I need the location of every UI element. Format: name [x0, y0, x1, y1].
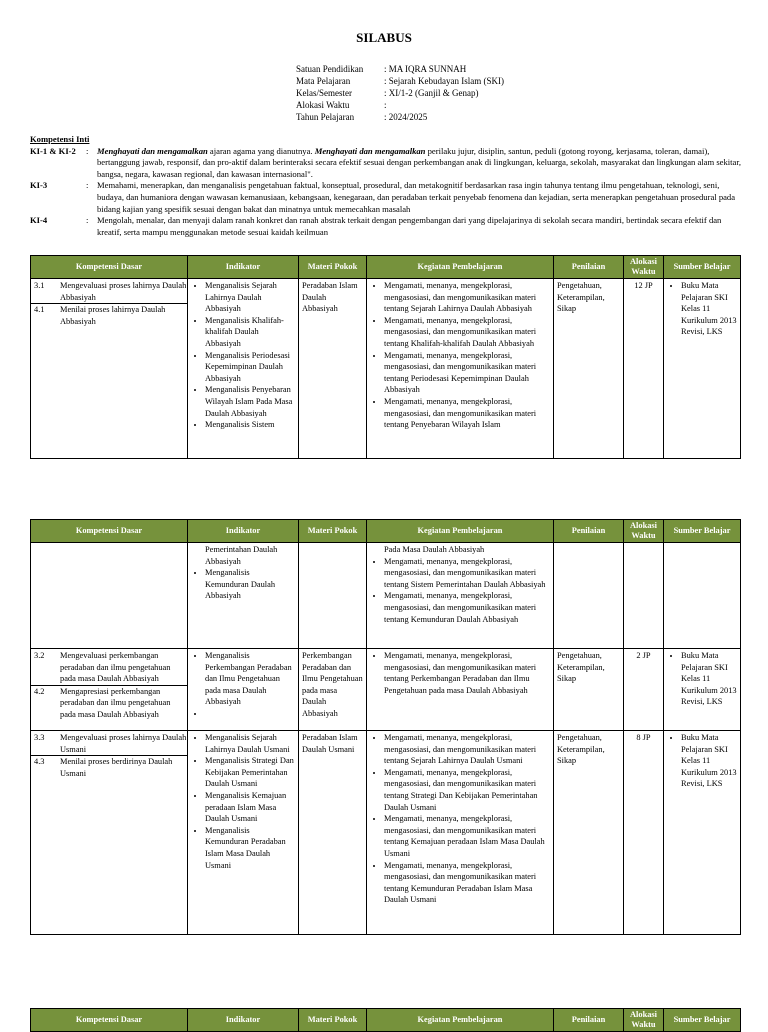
ki-code: KI-1 & KI-2 [30, 145, 76, 156]
indikator-item: • Menganalisis Sejarah Lahirnya Daulah Abbasiyah [205, 280, 295, 315]
meta-value: : MA IQRA SUNNAH [384, 64, 467, 74]
ki-row [30, 180, 742, 215]
kegiatan-item: • Mengamati, menanya, mengekplorasi, mengasosiasi, dan mengomunikasikan materi tentang Periodesasi Kepemimpinan Daulah Abbasiyah [384, 350, 550, 396]
kd-number: 4.1 [34, 305, 45, 315]
kd-number: 3.3 [34, 733, 45, 742]
ki-text: Memahami, menerapkan, dan menganalisis pengetahuan faktual, konseptual, prosedural, dan metakognitif berdasarkan rasa ingin tahunya tentang ilmu pengetahuan, teknologi, seni, budaya, dan humaniora dengan wawasan kemanusiaan, kebangsaan, kenegaraan, dan peradaban terkait penyebab fenomena dan kejadian, serta menerapkan pengetahuan prosedural pada bidang kajian yang spesifik sesuai dengan bakat dan minatnya untuk memecahkan masalah [97, 180, 736, 214]
cell-penilaian [554, 543, 624, 649]
meta-label: Kelas/Semester [296, 88, 352, 98]
ki-colon: : [86, 215, 89, 226]
cell-alokasi-waktu: 8 JP [624, 731, 664, 935]
table-row [31, 543, 741, 649]
indikator-item: • Menganalisis Kemunduran Daulah Abbasiyah [205, 567, 295, 602]
meta-label: Satuan Pendidikan [296, 64, 364, 74]
ki-code: KI-4 [30, 215, 48, 226]
ki-heading: Kompetensi Inti [30, 134, 90, 144]
kd-text: Mengevaluasi proses lahirnya Daulah Abbasiyah [60, 281, 187, 302]
col-penilaian: Penilaian [554, 1009, 624, 1032]
ki-colon: : [86, 180, 89, 191]
meta-row [296, 99, 504, 111]
cell-materi-pokok [299, 543, 367, 649]
indikator-item: • Menganalisis Khalifah-khalifah Daulah Abbasiyah [205, 315, 295, 350]
cell-penilaian: Pengetahuan, Keterampilan, Sikap [554, 649, 624, 731]
cell-alokasi-waktu: 12 JP [624, 279, 664, 459]
cell-indikator [188, 279, 299, 459]
meta-value: : [384, 100, 387, 110]
indikator-continued: Pemerintahan Daulah Abbasiyah [205, 545, 278, 566]
cell-indikator [188, 543, 299, 649]
cell-kompetensi-dasar [31, 731, 188, 935]
ki-emphasis: Menghayati dan mengamalkan [97, 145, 208, 156]
cell-materi-pokok: Peradaban Islam Daulah Usmani [299, 731, 367, 935]
meta-row [296, 87, 504, 99]
meta-label: Alokasi Waktu [296, 100, 350, 110]
cell-kompetensi-dasar [31, 649, 188, 731]
kd-item [31, 650, 187, 686]
kegiatan-item: • Mengamati, menanya, mengekplorasi, mengasosiasi, dan mengomunikasikan materi tentang Kemajuan peradaan Islam Masa Daulah Usmani [384, 813, 550, 859]
meta-label: Tahun Pelajaran [296, 112, 355, 122]
cell-penilaian: Pengetahuan, Keterampilan, Sikap [554, 279, 624, 459]
ki-emphasis: Menghayati dan mengamalkan [314, 145, 426, 156]
ki-row [30, 146, 742, 181]
ki-text-part: ajaran agama yang dianutnya. [207, 145, 315, 156]
ki-code: KI-3 [30, 180, 48, 191]
kegiatan-item: • Mengamati, menanya, mengekplorasi, mengasosiasi, dan mengomunikasikan materi tentang Sejarah Lahirnya Daulah Usmani [384, 732, 550, 767]
kegiatan-item: • Mengamati, menanya, mengekplorasi, mengasosiasi, dan mengomunikasikan materi tentang Kemunduran Daulah Abbasiyah [384, 590, 550, 625]
kd-number: 4.3 [34, 757, 45, 767]
col-indikator: Indikator [188, 1009, 299, 1032]
cell-sumber-belajar [664, 731, 741, 935]
col-materi-pokok: Materi Pokok [299, 520, 367, 543]
sumber-list [667, 280, 737, 338]
meta-row [296, 63, 504, 75]
col-sumber-belajar: Sumber Belajar [664, 1009, 741, 1032]
kd-item [31, 304, 187, 327]
cell-kegiatan-pembelajaran [367, 279, 554, 459]
kd-number: 3.2 [34, 651, 45, 660]
ki-text [97, 146, 742, 181]
col-indikator: Indikator [188, 256, 299, 279]
sumber-list [667, 650, 737, 708]
kegiatan-item: • Mengamati, menanya, mengekplorasi, mengasosiasi, dan mengomunikasikan materi tentang Sistem Pemerintahan Daulah Abbasiyah [384, 556, 550, 591]
silabus-table-3 [30, 1008, 741, 1032]
kegiatan-item: • Mengamati, menanya, mengekplorasi, mengasosiasi, dan mengomunikasikan materi tentang Khalifah-khalifah Daulah Abbasiyah [384, 315, 550, 350]
kd-item [31, 732, 187, 756]
kd-item [31, 280, 187, 304]
cell-penilaian: Pengetahuan, Keterampilan, Sikap [554, 731, 624, 935]
col-penilaian: Penilaian [554, 256, 624, 279]
indikator-item [205, 708, 295, 720]
kegiatan-item: • Mengamati, menanya, mengekplorasi, mengasosiasi, dan mengomunikasikan materi tentang Kemunduran Peradaban Islam Masa Daulah Usmani [384, 860, 550, 906]
kd-number: 4.2 [34, 686, 45, 696]
indikator-item: • Menganalisis Perkembangan Peradaban dan Ilmu Pengetahuan pada masa Daulah Abbasiyah [205, 650, 295, 708]
cell-alokasi-waktu: 2 JP [624, 649, 664, 731]
kd-text: Menilai proses lahirnya Daulah Abbasiyah [60, 305, 166, 326]
document-title: SILABUS [356, 30, 412, 45]
kegiatan-list [370, 556, 550, 626]
indikator-list [191, 732, 295, 871]
col-sumber-belajar: Sumber Belajar [664, 256, 741, 279]
indikator-item: • Menganalisis Periodesasi Kepemimpinan Daulah Abbasiyah [205, 350, 295, 385]
cell-indikator [188, 731, 299, 935]
col-alokasi-waktu: Alokasi Waktu [624, 520, 664, 543]
cell-kegiatan-pembelajaran [367, 731, 554, 935]
cell-kegiatan-pembelajaran [367, 649, 554, 731]
indikator-list [191, 280, 295, 431]
ki-text: Mengolah, menalar, dan menyaji dalam ranah konkret dan ranah abstrak terkait dengan pengembangan dari yang dipelajarinya di sekolah secara mandiri, bertindak secara efektif dan kreatif, serta mampu menggunakan metode sesuai kaidah keilmuan [97, 215, 722, 237]
kd-text: Menilai proses berdirinya Daulah Usmani [60, 757, 173, 778]
kd-item [31, 686, 187, 721]
indikator-item: • Menganalisis Kemunduran Peradaban Islam Masa Daulah Usmani [205, 825, 295, 871]
kegiatan-item: • Mengamati, menanya, mengekplorasi, mengasosiasi, dan mengomunikasikan materi tentang Strategi Dan Kebijakan Pemerintahan Daulah Usmani [384, 767, 550, 813]
col-kompetensi-dasar: Kompetensi Dasar [31, 256, 188, 279]
indikator-item: • Menganalisis Penyebaran Wilayah Islam Pada Masa Daulah Abbasiyah [205, 384, 295, 419]
cell-sumber-belajar [664, 649, 741, 731]
indikator-item: • Menganalisis Sejarah Lahirnya Daulah Usmani [205, 732, 295, 755]
col-alokasi-waktu: Alokasi Waktu [624, 256, 664, 279]
meta-row [296, 75, 504, 87]
kd-text: Mengevaluasi perkembangan peradaban dan ilmu pengetahuan pada masa Daulah Abbasiyah [60, 651, 171, 684]
sumber-item: • Buku Mata Pelajaran SKI Kelas 11 Kurikulum 2013 Revisi, LKS [681, 280, 737, 338]
cell-sumber-belajar [664, 543, 741, 649]
sumber-item: • Buku Mata Pelajaran SKI Kelas 11 Kurikulum 2013 Revisi, LKS [681, 732, 737, 790]
sumber-list [667, 732, 737, 790]
cell-sumber-belajar [664, 279, 741, 459]
table-header-row [31, 1009, 741, 1032]
table-row [31, 731, 741, 935]
kegiatan-item: • Mengamati, menanya, mengekplorasi, mengasosiasi, dan mengomunikasikan materi tentang Sejarah Lahirnya Daulah Abbasiyah [384, 280, 550, 315]
meta-row [296, 111, 504, 123]
kegiatan-list [370, 732, 550, 906]
col-indikator: Indikator [188, 520, 299, 543]
indikator-item: • Menganalisis Strategi Dan Kebijakan Pemerintahan Daulah Usmani [205, 755, 295, 790]
cell-materi-pokok: Perkembangan Peradaban dan Ilmu Pengetahuan pada masa Daulah Abbasiyah [299, 649, 367, 731]
kegiatan-continued: Pada Masa Daulah Abbasiyah [384, 545, 485, 554]
indikator-list [191, 650, 295, 720]
kd-number: 3.1 [34, 281, 45, 290]
kegiatan-list [370, 280, 550, 431]
col-kegiatan-pembelajaran: Kegiatan Pembelajaran [367, 256, 554, 279]
cell-alokasi-waktu [624, 543, 664, 649]
col-kegiatan-pembelajaran: Kegiatan Pembelajaran [367, 1009, 554, 1032]
kegiatan-item: • Mengamati, menanya, mengekplorasi, mengasosiasi, dan mengomunikasikan materi tentang Penyebaran Wilayah Islam [384, 396, 550, 431]
silabus-table-1 [30, 255, 741, 459]
cell-materi-pokok: Peradaban Islam Daulah Abbasiyah [299, 279, 367, 459]
kd-text: Mengapresiasi perkembangan peradaban dan ilmu pengetahuan pada masa Daulah Abbasiyah [60, 686, 171, 719]
ki-row [30, 215, 742, 238]
cell-indikator [188, 649, 299, 731]
kd-item [31, 756, 187, 779]
meta-label: Mata Pelajaran [296, 76, 351, 86]
col-materi-pokok: Materi Pokok [299, 256, 367, 279]
table-header-row [31, 520, 741, 543]
kd-text: Mengevaluasi proses lahirnya Daulah Usmani [60, 733, 187, 754]
col-sumber-belajar: Sumber Belajar [664, 520, 741, 543]
document-meta [296, 63, 504, 123]
col-kompetensi-dasar: Kompetensi Dasar [31, 1009, 188, 1032]
table-row [31, 649, 741, 731]
indikator-list [191, 567, 295, 602]
col-penilaian: Penilaian [554, 520, 624, 543]
meta-value: : 2024/2025 [384, 112, 428, 122]
table-header-row [31, 256, 741, 279]
col-kegiatan-pembelajaran: Kegiatan Pembelajaran [367, 520, 554, 543]
kegiatan-list [370, 650, 550, 696]
kegiatan-item: • Mengamati, menanya, mengekplorasi, mengasosiasi, dan mengomunikasikan materi tentang Perkembangan Peradaban dan Ilmu Pengetahuan pada masa Daulah Abbasiyah [384, 650, 550, 696]
indikator-item: • Menganalisis Sistem [205, 419, 295, 431]
silabus-table-2 [30, 519, 741, 935]
kompetensi-inti-section [30, 134, 742, 238]
sumber-item: • Buku Mata Pelajaran SKI Kelas 11 Kurikulum 2013 Revisi, LKS [681, 650, 737, 708]
meta-value: : Sejarah Kebudayan Islam (SKI) [384, 76, 504, 86]
table-row [31, 279, 741, 459]
col-materi-pokok: Materi Pokok [299, 1009, 367, 1032]
meta-value: : XI/1-2 (Ganjil & Genap) [384, 88, 479, 98]
cell-kompetensi-dasar [31, 279, 188, 459]
col-kompetensi-dasar: Kompetensi Dasar [31, 520, 188, 543]
cell-kompetensi-dasar [31, 543, 188, 649]
cell-kegiatan-pembelajaran [367, 543, 554, 649]
col-alokasi-waktu: Alokasi Waktu [624, 1009, 664, 1032]
indikator-item: • Menganalisis Kemajuan peradaan Islam Masa Daulah Usmani [205, 790, 295, 825]
ki-colon: : [86, 145, 89, 156]
ki-text-part: perilaku jujur, disiplin, santun, peduli (gotong royong, kerjasama, toleran, damai), bertanggung jawab, responsif, dan pro-aktif dalam berinteraksi secara efektif sesuai dengan perkembangan anak di lingkungan, keluarga, sekolah, masyarakat dan lingkungan alam sekitar, bangsa, negara, kawasan regional, dan kawasan internasional". [97, 145, 742, 179]
